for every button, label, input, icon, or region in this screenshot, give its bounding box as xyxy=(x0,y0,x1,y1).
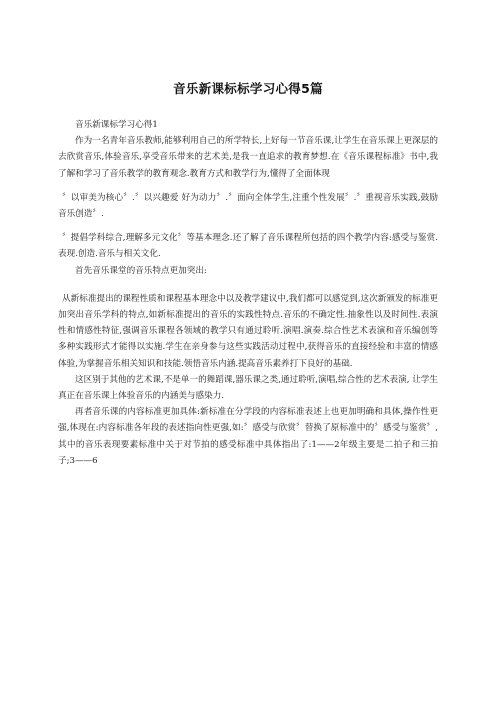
paragraph: 作为一名青年音乐教师,能够利用自己的所学特长,上好每一节音乐课,让学生在音乐课上更深层的去欣赏音乐,体验音乐,享受音乐带来的艺术美,是我一直追求的教育梦想.在《音乐课程标准》书中,我了解和学习了音乐教学的教育观念.教育方式和教学行为,懂得了全面体现 xyxy=(58,136,438,179)
paragraph: 首先音乐课堂的音乐特点更加突出: xyxy=(75,265,207,276)
document-body xyxy=(58,117,438,469)
section-heading: 音乐新课标学习心得1 xyxy=(75,120,158,130)
paragraph: 从新标准提出的课程性质和课程基本理念中以及教学建议中,我们都可以感觉到,这次新颁发的标准更加突出音乐学科的特点,如新标准提出的音乐的实践性特点.音乐的不确定性.抽象性以及时间性.表演性和情感性特征,强调音乐课程各领域的教学只有通过聆听.演唱.演奏.综合性艺术表演和音乐编创等多种实践形式才能得以实施.学生在亲身参与这些实践活动过程中,获得音乐的直接经验和丰富的情感体验,为掌握音乐相关知识和技能.领悟音乐内涵.提高音乐素养打下良好的基础. xyxy=(58,293,438,369)
document-title: 音乐新课标标学习心得5篇 xyxy=(173,81,323,96)
paragraph: 这区别于其他的艺术课,不是单一的舞蹈课,器乐课之类,通过聆听,演唱,综合性的艺术表演, 让学生真正在音乐课上体验音乐的内涵美与感染力. xyxy=(58,374,438,402)
paragraph: 〞以审美为核心〞.〞以兴趣爱 好为动力〞.〞面向全体学生,注重个性发展〞.〞重视音乐实践,鼓励音乐创造〞. xyxy=(58,192,438,220)
paragraph: 〞提倡学科综合,理解多元文化〞等基本理念.还了解了音乐课程所包括的四个教学内容:感受与鉴赏.表现.创造.音乐与相关文化. xyxy=(58,233,438,260)
paragraph: 再者音乐课的内容标准更加具体:新标准在分学段的内容标准表述上也更加明确和具体,操作性更强,体现在:内容标准各年段的表述指向性更强,如:〞感受与欣赏〞替换了原标准中的〞感受与鉴赏〞,其中的音乐表现要素标准中关于对节拍的感受标准中具体指出了:1——2年级主要是二拍子和三拍子;3——6 xyxy=(58,407,438,466)
